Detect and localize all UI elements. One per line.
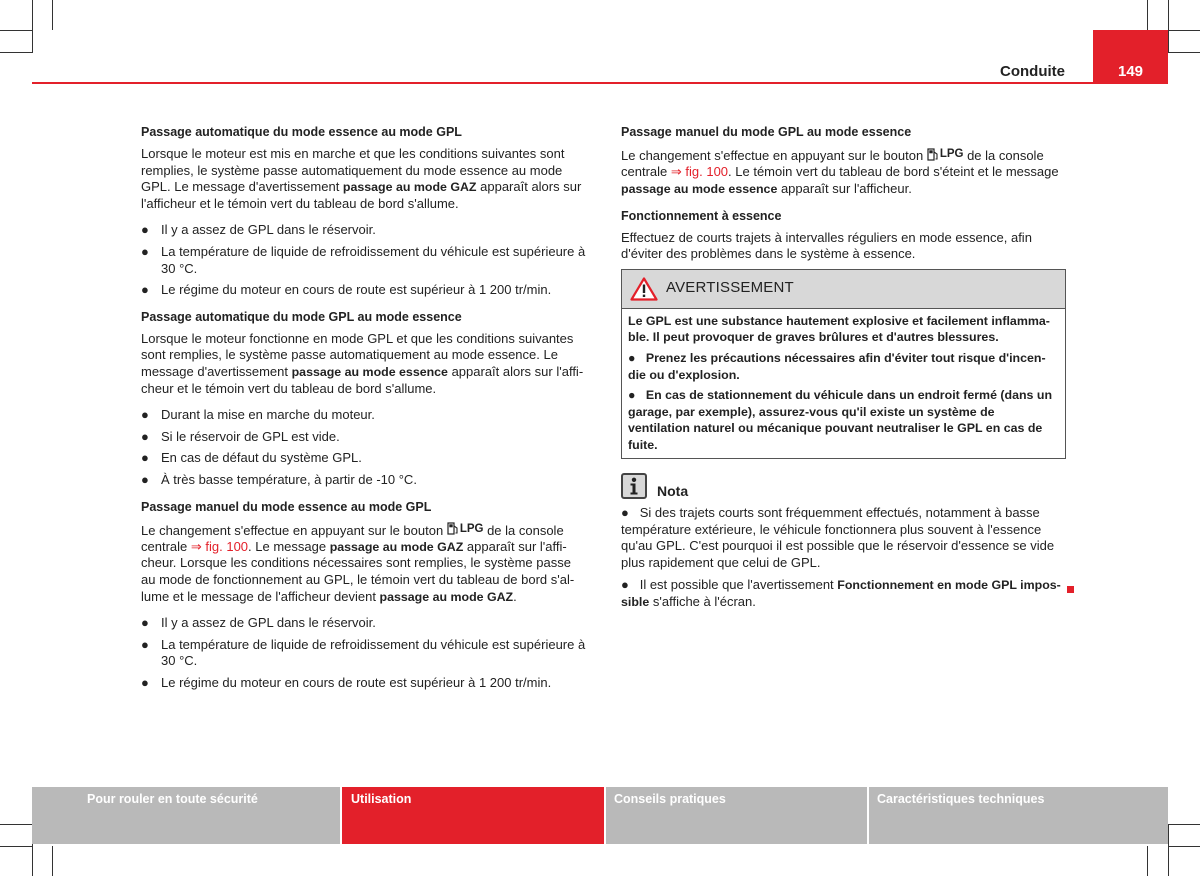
- list-item: [141, 637, 586, 670]
- crop-mark: [1168, 30, 1200, 31]
- bullet-icon: ●: [621, 505, 629, 521]
- bullet-list: [141, 615, 586, 691]
- footer-tab-label: Conseils pratiques: [614, 792, 726, 806]
- crop-mark: [1168, 846, 1200, 847]
- lpg-button-symbol: [927, 146, 964, 163]
- bullet-icon: ●: [628, 388, 636, 403]
- heading-auto-gpl-essence: Passage automatique du mode GPL au mode essence: [141, 309, 462, 324]
- paragraph: [621, 146, 1066, 198]
- nota-text: s'affiche à l'écran.: [649, 594, 756, 610]
- crop-mark: [1168, 824, 1200, 825]
- crop-mark: [0, 30, 32, 31]
- warning-box: [621, 269, 1066, 459]
- crop-mark: [52, 846, 53, 876]
- figure-link[interactable]: ⇒ fig. 100: [670, 164, 729, 180]
- list-item: [141, 429, 586, 446]
- crop-mark: [0, 824, 32, 825]
- paragraph: [141, 521, 586, 606]
- list-item-text: Si le réservoir de GPL est vide.: [161, 428, 340, 444]
- crop-mark: [32, 0, 33, 53]
- crop-mark: [0, 52, 32, 53]
- footer-tab-caracteristiques[interactable]: [869, 787, 1168, 844]
- text: apparaît alors sur l'afficheur et le témoin vert du tableau de bord s'allume.: [141, 363, 584, 396]
- bullet-icon: ●: [141, 675, 149, 691]
- text: Le changement s'effectue en appuyant sur le bouton: [141, 522, 447, 538]
- heading-auto-essence-gpl: Passage automatique du mode essence au mode GPL: [141, 125, 462, 139]
- nota-header: [621, 473, 1066, 500]
- list-item: [141, 675, 586, 692]
- list-item-text: Durant la mise en marche du moteur.: [161, 407, 375, 423]
- warning-triangle-icon: [630, 277, 658, 301]
- text: apparaît alors sur l'afficheur et le témoin vert du tableau de bord s'allume.: [141, 179, 582, 211]
- bullet-icon: ●: [141, 222, 149, 238]
- list-item: [141, 282, 586, 299]
- warning-bullet-text: Prenez les précautions nécessaires afin d'éviter tout risque d'incendie ou d'explosion.: [628, 350, 1046, 382]
- warning-bullet: [628, 350, 1059, 383]
- warning-bullet-text: En cas de stationnement du véhicule dans un endroit fermé (dans un garage, par exemple), assurez-vous qu'il existe un système de ventilation naturel ou mécanique pouvant neutraliser le GPL en cas de fuite.: [628, 388, 1053, 452]
- paragraph: Effectuez de courts trajets à intervalles réguliers en mode essence, afin d'éviter des problèmes dans le système à essence.: [621, 229, 1032, 262]
- paragraph: [141, 331, 586, 397]
- message-name: passage au mode essence: [291, 364, 448, 379]
- bullet-icon: ●: [141, 282, 149, 298]
- list-item-text: À très basse température, à partir de -10 °C.: [161, 471, 417, 487]
- text: Le changement s'effectue en appuyant sur le bouton: [621, 147, 927, 163]
- text: .: [513, 588, 517, 604]
- list-item-text: La température de liquide de refroidissement du véhicule est supérieure à 30 °C.: [161, 636, 586, 669]
- text: Lorsque le moteur est mis en marche et que les conditions suivantes sont remplies, le système passe automatiquement du mode essence au mode GPL. Le message d'avertissement: [141, 146, 565, 195]
- text: Lorsque le moteur fonctionne en mode GPL et que les conditions suivantes sont remplies, le système passe automatiquement au mode essence. Le message d'avertissement: [141, 330, 574, 379]
- bullet-icon: ●: [141, 471, 149, 487]
- left-column: [141, 124, 586, 702]
- bullet-icon: ●: [628, 350, 636, 365]
- message-name: passage au mode essence: [621, 181, 778, 196]
- bullet-icon: ●: [141, 615, 149, 631]
- text: . Le message: [248, 538, 330, 554]
- footer-tab-label: Caractéristiques techniques: [877, 792, 1045, 806]
- list-item: [141, 244, 586, 277]
- nota-item: [621, 505, 1066, 571]
- list-item: [141, 222, 586, 239]
- footer-tab-label: Utilisation: [351, 792, 412, 806]
- bullet-icon: ●: [141, 407, 149, 423]
- heading-fonctionnement-essence: Fonctionnement à essence: [621, 208, 782, 223]
- text: de la console centrale: [621, 147, 1044, 180]
- list-item-text: Il y a assez de GPL dans le réservoir.: [161, 615, 376, 631]
- bullet-icon: ●: [141, 450, 149, 466]
- footer-tab-utilisation[interactable]: [342, 787, 604, 844]
- warning-text: Le GPL est une substance hautement explosive et facilement inflammable. Il peut provoquer de graves brûlures et d'autres blessures.: [628, 313, 1050, 345]
- figure-link[interactable]: ⇒ fig. 100: [190, 538, 249, 554]
- crop-mark: [52, 0, 53, 30]
- page-number: 149: [1117, 63, 1144, 80]
- text: apparaît sur l'afficheur. Lorsque les conditions nécessaires sont remplies, le système passe au mode de fonctionnement au GPL, le témoin vert du tableau de bord s'allume et le message de l'afficheur devient: [141, 538, 575, 604]
- right-column: [621, 124, 1066, 617]
- section-title: Conduite: [1000, 63, 1065, 80]
- nota-text: Si des trajets courts sont fréquemment effectués, notamment à basse température extérieure, le véhicule fonctionnera plus souvent à l'essence qu'au GPL. C'est pourquoi il est possible que le réservoir d'essence se vide plus rapidement que celui de GPL.: [621, 505, 1055, 570]
- header-rule: [32, 82, 1168, 84]
- fuel-pump-icon: [927, 148, 939, 161]
- warning-header: [622, 270, 1065, 308]
- crop-mark: [1147, 0, 1148, 30]
- crop-mark: [1168, 824, 1169, 876]
- list-item-text: En cas de défaut du système GPL.: [161, 450, 362, 466]
- text: apparaît sur l'afficheur.: [777, 180, 912, 196]
- message-name: Fonctionnement en mode GPL impossible: [621, 578, 1061, 610]
- bullet-icon: ●: [141, 428, 149, 444]
- crop-mark: [1147, 846, 1148, 876]
- fuel-pump-icon: [447, 522, 459, 535]
- list-item-text: La température de liquide de refroidissement du véhicule est supérieure à 30 °C.: [161, 243, 586, 276]
- warning-title: AVERTISSEMENT: [666, 279, 794, 297]
- heading-manual-essence-gpl: Passage manuel du mode essence au mode GPL: [141, 499, 432, 514]
- list-item: [141, 615, 586, 632]
- list-item-text: Le régime du moteur en cours de route est supérieur à 1 200 tr/min.: [161, 675, 552, 691]
- bullet-list: [141, 222, 586, 298]
- footer-tab-securite[interactable]: [32, 787, 340, 844]
- section-end-marker: [1067, 586, 1074, 593]
- lpg-button-symbol: [447, 521, 484, 538]
- message-name: passage au mode GAZ: [379, 589, 514, 604]
- list-item: [141, 407, 586, 424]
- text: . Le témoin vert du tableau de bord s'éteint et le message: [728, 164, 1059, 180]
- bullet-icon: ●: [141, 243, 149, 259]
- footer-tab-label: Pour rouler en toute sécurité: [87, 792, 258, 806]
- nota-text: Il est possible que l'avertissement: [639, 577, 838, 593]
- crop-mark: [1168, 52, 1200, 53]
- list-item: [141, 450, 586, 467]
- warning-bullet: [628, 387, 1059, 453]
- text: de la console centrale: [141, 522, 564, 554]
- lpg-label: LPG: [939, 148, 964, 160]
- warning-body: [622, 308, 1065, 458]
- nota-title: Nota: [657, 482, 689, 499]
- bullet-icon: ●: [141, 636, 149, 652]
- lpg-label: LPG: [459, 522, 484, 535]
- nota-item: [621, 577, 1066, 610]
- list-item: [141, 472, 586, 489]
- heading-manual-gpl-essence: Passage manuel du mode GPL au mode essence: [621, 125, 912, 139]
- crop-mark: [0, 846, 32, 847]
- bullet-list: [141, 407, 586, 488]
- paragraph: [141, 146, 586, 212]
- bullet-icon: ●: [621, 577, 629, 593]
- crop-mark: [1168, 0, 1169, 53]
- message-name: passage au mode GAZ: [329, 539, 464, 554]
- list-item-text: Il y a assez de GPL dans le réservoir.: [161, 222, 376, 238]
- message-name: passage au mode GAZ: [342, 180, 477, 195]
- info-icon: [621, 473, 647, 499]
- footer-tab-conseils[interactable]: [606, 787, 867, 844]
- list-item-text: Le régime du moteur en cours de route est supérieur à 1 200 tr/min.: [161, 282, 552, 298]
